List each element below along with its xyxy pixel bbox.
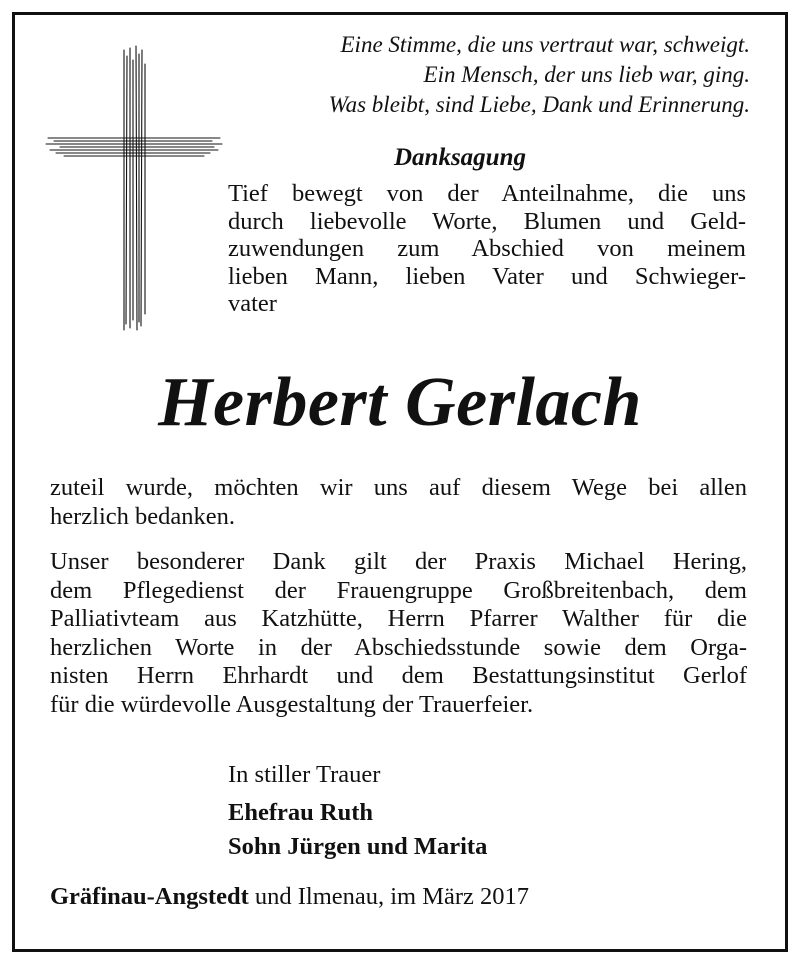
verse-line: Was bleibt, sind Liebe, Dank und Erinnerung. xyxy=(328,92,750,117)
place-date-text: und Ilmenau, im März 2017 xyxy=(248,883,530,910)
paragraph-line: nisten Herrn Ehrhardt und dem Bestattungsinstitut Gerlof xyxy=(50,662,747,689)
intro-line: lieben Mann, lieben Vater und Schwieger- xyxy=(228,262,746,290)
cross-icon xyxy=(44,44,224,334)
paragraph-line: herzlich bedanken. xyxy=(50,502,236,530)
place-date xyxy=(50,882,529,912)
deceased-name: Herbert Gerlach xyxy=(158,364,642,441)
paragraph-line: herzlichen Worte in der Abschiedsstunde sowie dem Orga- xyxy=(50,633,747,661)
paragraph-line: Palliativteam aus Katzhütte, Herrn Pfarrer Walther für die xyxy=(50,605,747,632)
verse-line: Ein Mensch, der uns lieb war, ging. xyxy=(423,62,750,87)
paragraph-line: für die würdevolle Ausgestaltung der Trauerfeier. xyxy=(50,690,534,718)
intro-line: vater xyxy=(228,290,277,317)
intro-line: zuwendungen zum Abschied von meinem xyxy=(228,235,746,262)
paragraph-1 xyxy=(50,474,747,531)
mourner: Sohn Jürgen und Marita xyxy=(228,833,488,860)
heading: Danksagung xyxy=(394,144,526,171)
verse-line: Eine Stimme, die uns vertraut war, schweigt. xyxy=(340,32,750,57)
intro-line: Tief bewegt von der Anteilnahme, die uns xyxy=(228,180,746,207)
mourner: Ehefrau Ruth xyxy=(228,799,373,826)
intro-line: durch liebevolle Worte, Blumen und Geld- xyxy=(228,207,746,235)
paragraph-line: zuteil wurde, möchten wir uns auf diesem Wege bei allen xyxy=(50,474,747,501)
verse xyxy=(250,30,750,120)
place-name: Gräfinau-Angstedt xyxy=(50,883,249,910)
intro-text xyxy=(228,180,746,318)
paragraph-line: Unser besonderer Dank gilt der Praxis Michael Hering, xyxy=(50,548,747,575)
paragraph-line: dem Pflegedienst der Frauengruppe Großbreitenbach, dem xyxy=(50,576,747,604)
mourning-intro: In stiller Trauer xyxy=(228,761,381,788)
paragraph-2 xyxy=(50,548,747,719)
